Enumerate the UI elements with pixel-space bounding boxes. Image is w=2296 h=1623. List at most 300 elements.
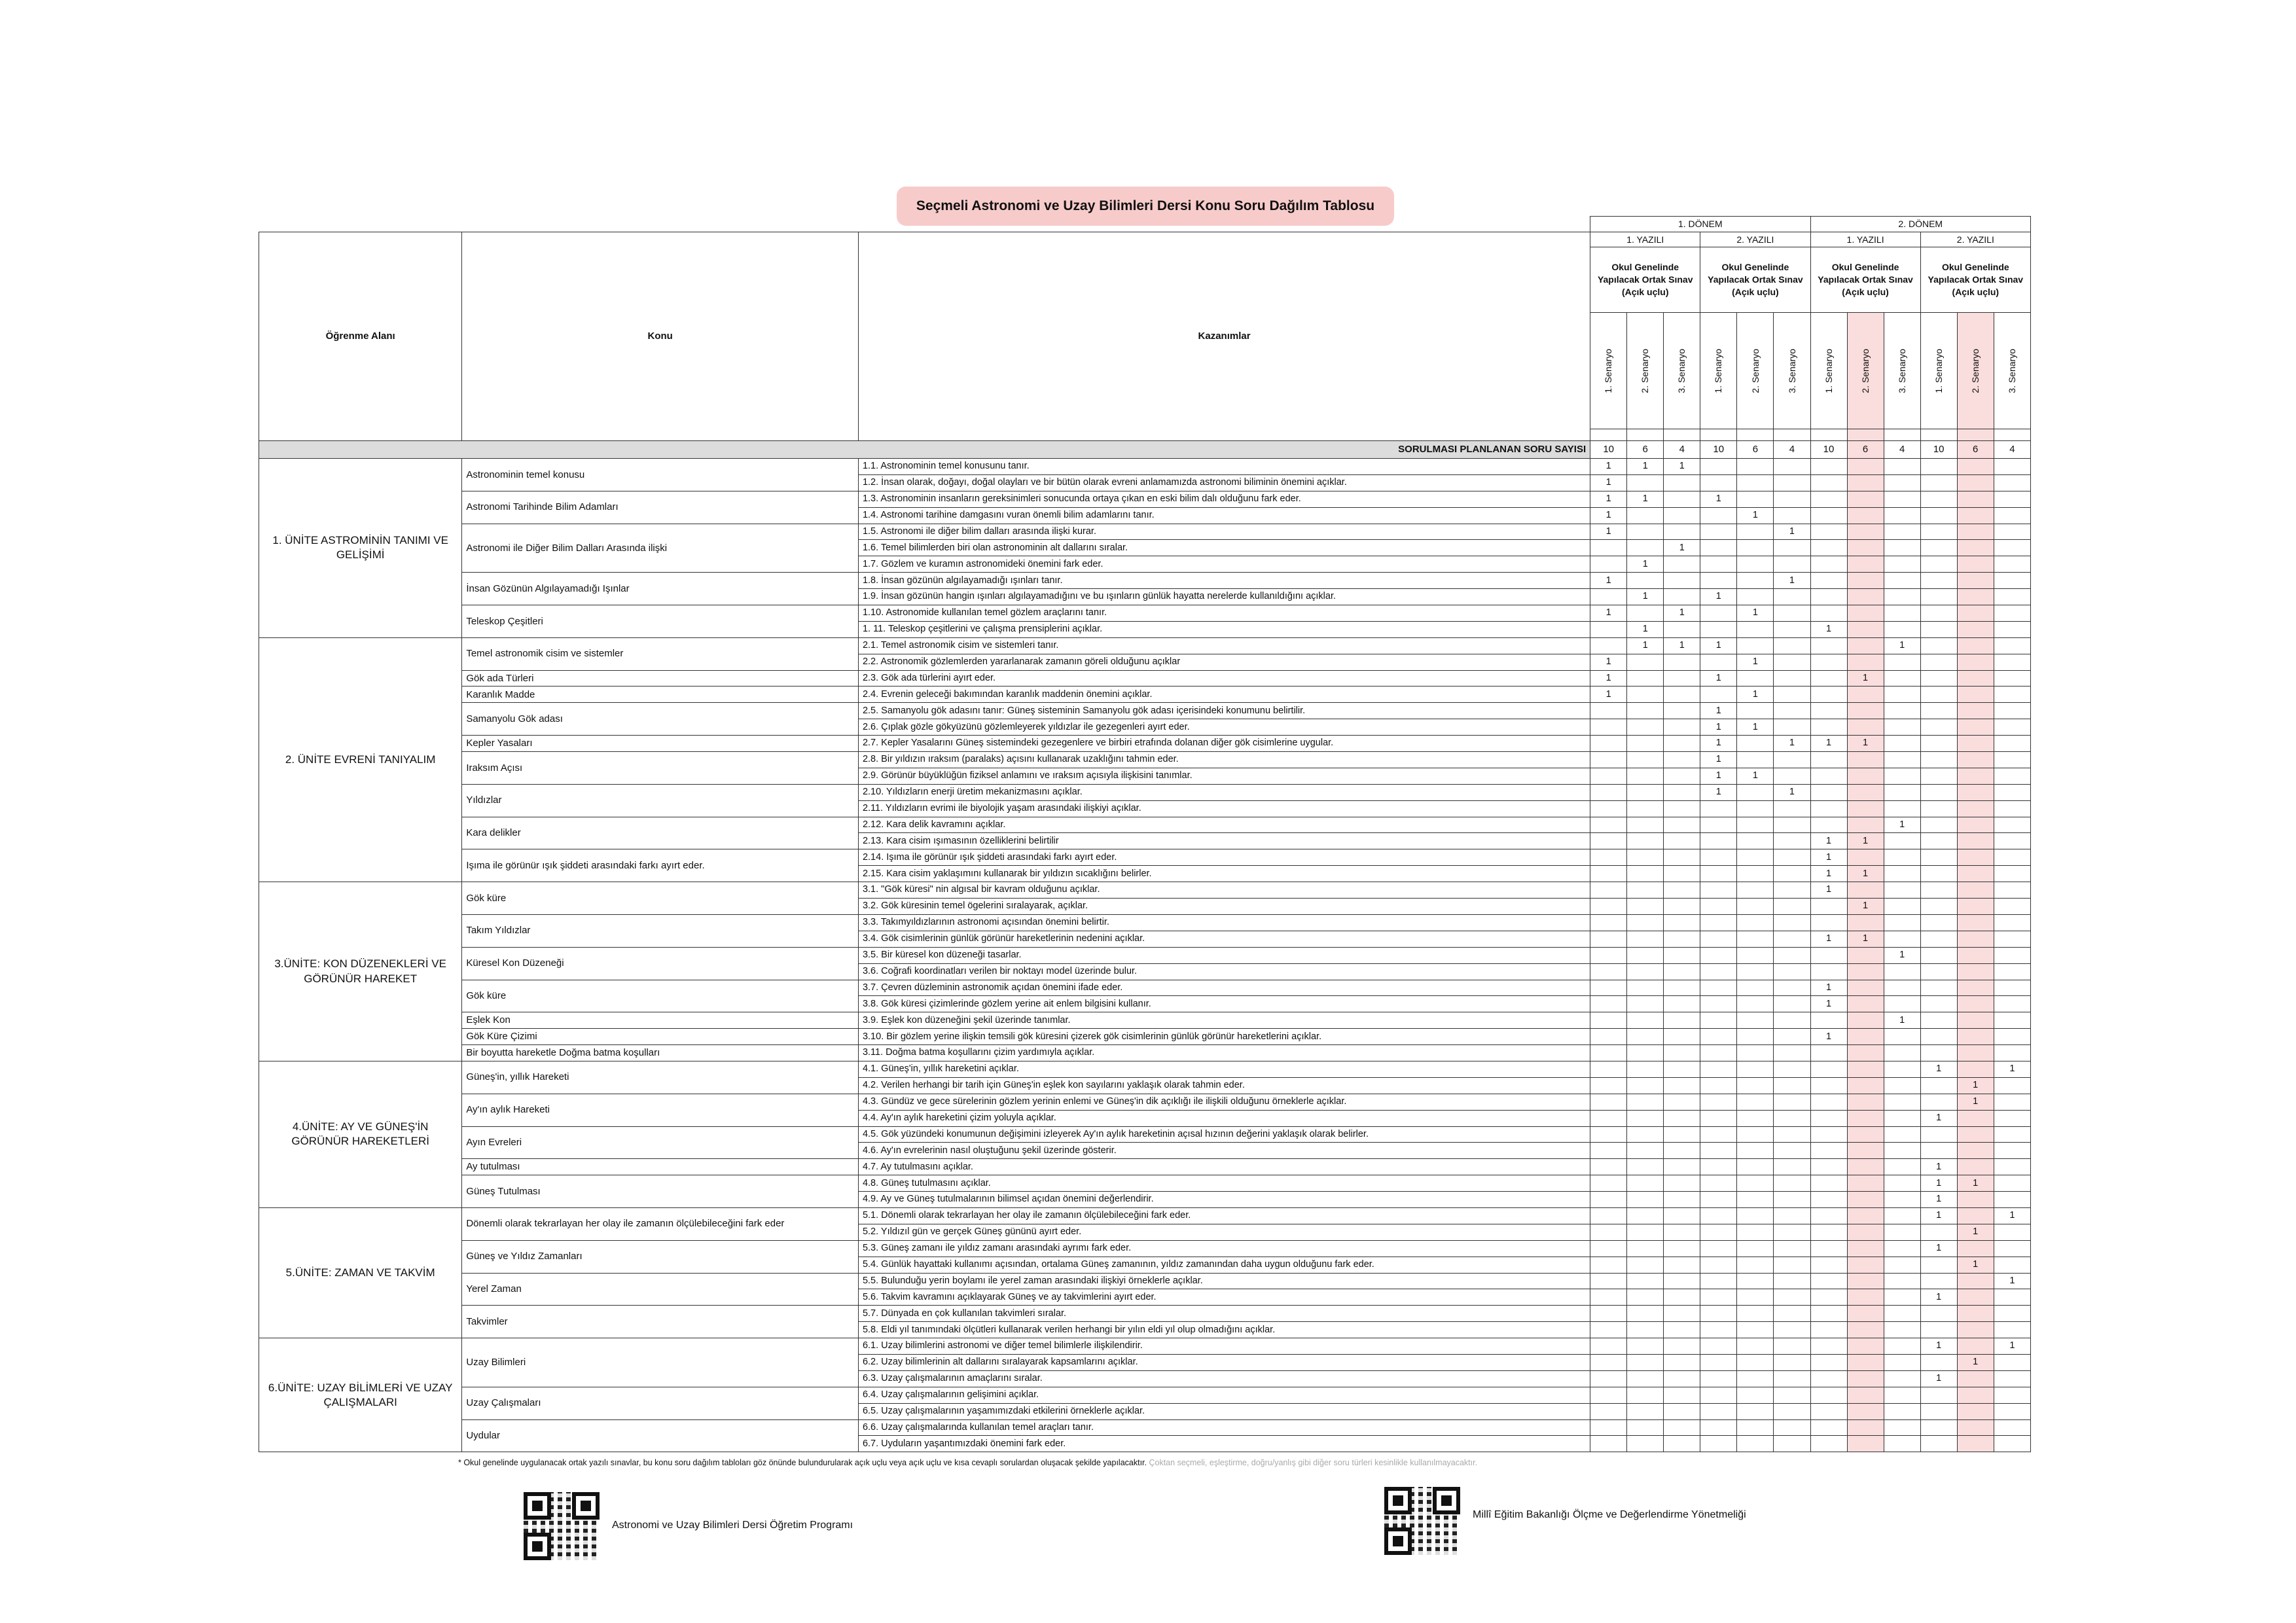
topic-cell: Dönemli olarak tekrarlayan her olay ile zamanın ölçülebileceğini fark eder — [462, 1207, 859, 1240]
value-cell — [1847, 1224, 1884, 1240]
value-cell — [1884, 1224, 1920, 1240]
value-cell — [1920, 1322, 1957, 1338]
value-cell — [1627, 670, 1664, 687]
value-cell — [1627, 1159, 1664, 1175]
value-cell: 1 — [1737, 719, 1774, 736]
kazanim-cell: 3.8. Gök küresi çizimlerinde gözlem yerine ait enlem bilgisini kullanır. — [858, 996, 1590, 1012]
value-cell — [1994, 524, 2030, 540]
value-cell — [1957, 1370, 1994, 1387]
value-cell — [1627, 899, 1664, 915]
value-cell — [1737, 1077, 1774, 1094]
question-count: 10 — [1700, 441, 1737, 459]
value-cell — [1627, 1257, 1664, 1273]
value-cell: 1 — [1847, 670, 1884, 687]
scenario-label: 1. Senaryo — [1823, 348, 1834, 393]
value-cell — [1847, 687, 1884, 703]
value-cell: 1 — [1884, 637, 1920, 654]
value-cell — [1920, 1012, 1957, 1029]
value-cell — [1700, 1338, 1737, 1355]
topic-cell: Uzay Çalışmaları — [462, 1387, 859, 1419]
value-cell — [1627, 1012, 1664, 1029]
topic-cell: Uydular — [462, 1419, 859, 1452]
value-cell — [1627, 882, 1664, 899]
value-cell — [1590, 1143, 1627, 1159]
scenario-header-2 — [1627, 313, 1664, 429]
value-cell — [1884, 736, 1920, 752]
value-cell — [1774, 899, 1810, 915]
value-cell — [1590, 931, 1627, 947]
qr-right-label: Millî Eğitim Bakanlığı Ölçme ve Değerlendirme Yönetmeliği — [1473, 1509, 1746, 1520]
value-cell — [1884, 882, 1920, 899]
value-cell — [1957, 1273, 1994, 1289]
value-cell — [1664, 654, 1700, 670]
value-cell — [1664, 687, 1700, 703]
value-cell — [1957, 507, 1994, 524]
value-cell — [1957, 589, 1994, 605]
value-cell — [1957, 637, 1994, 654]
value-cell — [1737, 1403, 1774, 1419]
footnote-faded: Çoktan seçmeli, eşleştirme, doğru/yanlış gibi diğer soru türleri kesinlikle kullanılmayacaktır. — [1149, 1458, 1478, 1467]
value-cell — [1957, 1159, 1994, 1175]
value-cell — [1664, 931, 1700, 947]
value-cell — [1884, 540, 1920, 556]
value-cell — [1700, 980, 1737, 996]
value-cell — [1994, 491, 2030, 507]
value-cell: 1 — [1700, 637, 1737, 654]
table-row — [259, 980, 2031, 996]
value-cell: 1 — [1920, 1207, 1957, 1224]
value-cell: 1 — [1920, 1289, 1957, 1306]
value-cell — [1847, 1403, 1884, 1419]
value-cell — [1920, 637, 1957, 654]
topic-cell: Yerel Zaman — [462, 1273, 859, 1306]
value-cell — [1737, 866, 1774, 882]
value-cell — [1737, 784, 1774, 800]
value-cell — [1884, 703, 1920, 719]
value-cell — [1774, 1338, 1810, 1355]
topic-cell: Gök küre — [462, 882, 859, 915]
value-cell — [1957, 573, 1994, 589]
value-cell: 1 — [1847, 736, 1884, 752]
value-cell — [1590, 866, 1627, 882]
value-cell — [1737, 849, 1774, 866]
kazanim-cell: 2.6. Çıplak gözle gökyüzünü gözlemleyerek yıldızlar ile gezegenleri ayırt eder. — [858, 719, 1590, 736]
value-cell — [1994, 1175, 2030, 1192]
value-cell: 1 — [1920, 1370, 1957, 1387]
value-cell — [1920, 459, 1957, 475]
value-cell: 1 — [1664, 605, 1700, 622]
value-cell — [1994, 621, 2030, 637]
value-cell — [1774, 817, 1810, 833]
kazanim-cell: 4.9. Ay ve Güneş tutulmalarının bilimsel açıdan önemini değerlendirir. — [858, 1192, 1590, 1208]
value-cell — [1994, 637, 2030, 654]
value-cell — [1920, 931, 1957, 947]
scenario-spacer — [1737, 429, 1774, 441]
value-cell — [1664, 784, 1700, 800]
value-cell — [1627, 800, 1664, 817]
value-cell — [1737, 817, 1774, 833]
value-cell: 1 — [1627, 491, 1664, 507]
table-row — [259, 1045, 2031, 1061]
value-cell — [1810, 491, 1847, 507]
value-cell — [1884, 1077, 1920, 1094]
value-cell — [1774, 459, 1810, 475]
scenario-spacer — [1810, 429, 1847, 441]
value-cell — [1700, 1403, 1737, 1419]
value-cell — [1810, 914, 1847, 931]
table-row — [259, 736, 2031, 752]
topic-cell: Takım Yıldızlar — [462, 914, 859, 947]
topic-cell: Ay'ın aylık Hareketi — [462, 1094, 859, 1126]
value-cell — [1590, 1354, 1627, 1370]
value-cell — [1810, 768, 1847, 784]
value-cell — [1810, 752, 1847, 768]
question-count: 6 — [1847, 441, 1884, 459]
value-cell — [1774, 914, 1810, 931]
kazanim-cell: 6.5. Uzay çalışmalarının yaşamımızdaki etkilerini örneklerle açıklar. — [858, 1403, 1590, 1419]
value-cell — [1847, 768, 1884, 784]
topic-cell: Astronominin temel konusu — [462, 459, 859, 491]
value-cell — [1700, 1354, 1737, 1370]
value-cell — [1590, 556, 1627, 573]
value-cell — [1774, 719, 1810, 736]
value-cell — [1994, 1077, 2030, 1094]
value-cell — [1957, 996, 1994, 1012]
value-cell — [1810, 1126, 1847, 1143]
donem-1-header: 1. DÖNEM — [1590, 217, 1810, 232]
value-cell — [1590, 899, 1627, 915]
unit-cell: 1. ÜNİTE ASTROMİNİN TANIMI VE GELİŞİMİ — [259, 459, 462, 638]
kazanim-cell: 5.4. Günlük hayattaki kullanımı açısından, ortalama Güneş zamanının, yıldız zamanından daha uygun olduğunu fark eder. — [858, 1257, 1590, 1273]
table-row — [259, 637, 2031, 654]
kazanim-cell: 4.7. Ay tutulmasını açıklar. — [858, 1159, 1590, 1175]
value-cell — [1957, 882, 1994, 899]
value-cell — [1957, 1045, 1994, 1061]
table-row — [259, 605, 2031, 622]
kazanim-cell: 1.4. Astronomi tarihine damgasını vuran önemli bilim adamlarını tanır. — [858, 507, 1590, 524]
value-cell — [1700, 1387, 1737, 1403]
value-cell — [1664, 524, 1700, 540]
value-cell — [1664, 752, 1700, 768]
value-cell — [1700, 474, 1737, 491]
qr-left-label: Astronomi ve Uzay Bilimleri Dersi Öğretim Programı — [612, 1520, 853, 1531]
scenario-spacer — [1994, 429, 2030, 441]
value-cell — [1920, 1436, 1957, 1452]
value-cell — [1920, 1126, 1957, 1143]
value-cell — [1700, 1289, 1737, 1306]
table-row — [259, 1240, 2031, 1257]
value-cell: 1 — [1590, 654, 1627, 670]
value-cell — [1700, 817, 1737, 833]
value-cell — [1774, 1110, 1810, 1126]
value-cell — [1884, 980, 1920, 996]
kazanim-cell: 3.2. Gök küresinin temel ögelerini sıralayarak, açıklar. — [858, 899, 1590, 915]
value-cell: 1 — [1590, 605, 1627, 622]
value-cell — [1847, 1257, 1884, 1273]
value-cell — [1664, 719, 1700, 736]
value-cell — [1664, 768, 1700, 784]
value-cell — [1774, 833, 1810, 849]
value-cell — [1737, 1322, 1774, 1338]
value-cell — [1847, 1094, 1884, 1110]
value-cell — [1664, 1094, 1700, 1110]
value-cell: 1 — [1957, 1354, 1994, 1370]
value-cell — [1847, 1143, 1884, 1159]
value-cell — [1774, 768, 1810, 784]
value-cell — [1700, 1012, 1737, 1029]
topic-cell: Işıma ile görünür ışık şiddeti arasındaki farkı ayırt eder. — [462, 849, 859, 882]
kazanim-cell: 3.10. Bir gözlem yerine ilişkin temsili gök küresini çizerek gök cisimlerinin günlük görünür hareketlerini açıklar. — [858, 1029, 1590, 1045]
value-cell — [1774, 1094, 1810, 1110]
d2-yazili-1-header: 1. YAZILI — [1810, 232, 1920, 247]
value-cell — [1737, 736, 1774, 752]
value-cell: 1 — [1810, 980, 1847, 996]
value-cell: 1 — [1590, 491, 1627, 507]
value-cell — [1774, 540, 1810, 556]
value-cell: 1 — [1810, 1029, 1847, 1045]
value-cell — [1664, 1224, 1700, 1240]
value-cell — [1810, 817, 1847, 833]
table-row — [259, 1306, 2031, 1322]
value-cell — [1847, 654, 1884, 670]
value-cell — [1627, 1403, 1664, 1419]
kazanim-cell: 4.1. Güneş'in, yıllık hareketini açıklar. — [858, 1061, 1590, 1077]
value-cell: 1 — [1737, 687, 1774, 703]
value-cell — [1700, 963, 1737, 980]
scenario-label: 3. Senaryo — [1896, 348, 1907, 393]
donem-2-header: 2. DÖNEM — [1810, 217, 2031, 232]
scenario-header-11 — [1957, 313, 1994, 429]
value-cell — [1700, 800, 1737, 817]
question-count: 6 — [1957, 441, 1994, 459]
value-cell — [1810, 1175, 1847, 1192]
value-cell — [1884, 768, 1920, 784]
value-cell — [1957, 784, 1994, 800]
table-row — [259, 459, 2031, 475]
topic-cell: Astronomi Tarihinde Bilim Adamları — [462, 491, 859, 524]
value-cell — [1774, 1126, 1810, 1143]
value-cell — [1737, 1370, 1774, 1387]
value-cell — [1884, 1159, 1920, 1175]
value-cell — [1700, 931, 1737, 947]
value-cell — [1994, 817, 2030, 833]
value-cell — [1590, 996, 1627, 1012]
value-cell — [1920, 849, 1957, 866]
scenario-label: 1. Senaryo — [1603, 348, 1614, 393]
value-cell — [1700, 1240, 1737, 1257]
value-cell — [1664, 1077, 1700, 1094]
qr-code-left[interactable] — [524, 1492, 600, 1560]
value-cell: 1 — [1810, 996, 1847, 1012]
value-cell — [1920, 1045, 1957, 1061]
value-cell — [1810, 524, 1847, 540]
value-cell — [1920, 556, 1957, 573]
value-cell — [1994, 540, 2030, 556]
kazanim-cell: 5.8. Eldi yıl tanımındaki ölçütleri kullanarak verilen herhangi bir yılın eldi yıl olup olmadığını açıklar. — [858, 1322, 1590, 1338]
value-cell — [1774, 800, 1810, 817]
value-cell — [1884, 800, 1920, 817]
value-cell — [1847, 1436, 1884, 1452]
value-cell — [1774, 1175, 1810, 1192]
value-cell — [1847, 589, 1884, 605]
value-cell — [1920, 1403, 1957, 1419]
value-cell — [1957, 459, 1994, 475]
value-cell — [1774, 605, 1810, 622]
topic-cell: Güneş Tutulması — [462, 1175, 859, 1208]
value-cell — [1590, 1061, 1627, 1077]
value-cell — [1737, 914, 1774, 931]
value-cell — [1737, 573, 1774, 589]
topic-cell: Gök Küre Çizimi — [462, 1029, 859, 1045]
value-cell — [1774, 1159, 1810, 1175]
value-cell — [1847, 540, 1884, 556]
value-cell — [1700, 1322, 1737, 1338]
value-cell — [1847, 703, 1884, 719]
value-cell — [1664, 914, 1700, 931]
scenario-label: 3. Senaryo — [1676, 348, 1687, 393]
value-cell — [1700, 507, 1737, 524]
value-cell — [1920, 817, 1957, 833]
value-cell — [1737, 1012, 1774, 1029]
value-cell — [1774, 1045, 1810, 1061]
value-cell — [1664, 1257, 1700, 1273]
value-cell: 1 — [1627, 589, 1664, 605]
value-cell — [1847, 800, 1884, 817]
value-cell — [1994, 849, 2030, 866]
value-cell — [1627, 1061, 1664, 1077]
value-cell — [1994, 1403, 2030, 1419]
value-cell — [1884, 1061, 1920, 1077]
value-cell — [1847, 1387, 1884, 1403]
value-cell — [1810, 719, 1847, 736]
value-cell — [1994, 1029, 2030, 1045]
value-cell — [1957, 540, 1994, 556]
value-cell — [1920, 768, 1957, 784]
table-row — [259, 817, 2031, 833]
scenario-label: 1. Senaryo — [1713, 348, 1724, 393]
value-cell — [1737, 752, 1774, 768]
kazanim-cell: 3.4. Gök cisimlerinin günlük görünür hareketlerinin nedenini açıklar. — [858, 931, 1590, 947]
value-cell — [1664, 736, 1700, 752]
value-cell — [1884, 849, 1920, 866]
value-cell — [1994, 1306, 2030, 1322]
value-cell — [1884, 474, 1920, 491]
value-cell — [1774, 670, 1810, 687]
value-cell — [1700, 1061, 1737, 1077]
value-cell — [1884, 1045, 1920, 1061]
value-cell — [1700, 947, 1737, 963]
value-cell — [1664, 1289, 1700, 1306]
value-cell — [1847, 524, 1884, 540]
value-cell — [1627, 1029, 1664, 1045]
value-cell — [1774, 1257, 1810, 1273]
value-cell — [1957, 621, 1994, 637]
value-cell — [1627, 719, 1664, 736]
value-cell: 1 — [1847, 899, 1884, 915]
value-cell — [1957, 474, 1994, 491]
value-cell — [1774, 1207, 1810, 1224]
d2-yazili-2-header: 2. YAZILI — [1920, 232, 2030, 247]
value-cell — [1810, 1045, 1847, 1061]
value-cell — [1737, 1061, 1774, 1077]
value-cell — [1627, 573, 1664, 589]
value-cell — [1847, 1159, 1884, 1175]
value-cell — [1590, 1207, 1627, 1224]
value-cell — [1810, 1257, 1847, 1273]
footnote-main: * Okul genelinde uygulanacak ortak yazılı sınavlar, bu konu soru dağılım tabloları göz önünde bulundurularak açık uçlu veya açık uçlu ve kısa cevaplı sorulardan oluşacak şekilde yapılacaktır. — [458, 1458, 1147, 1467]
value-cell — [1920, 866, 1957, 882]
value-cell — [1847, 1322, 1884, 1338]
value-cell — [1920, 524, 1957, 540]
value-cell — [1737, 1110, 1774, 1126]
topic-cell: Güneş'in, yıllık Hareketi — [462, 1061, 859, 1094]
unit-cell: 2. ÜNİTE EVRENİ TANIYALIM — [259, 637, 462, 882]
kazanim-cell: 3.7. Çevren düzleminin astronomik açıdan önemini ifade eder. — [858, 980, 1590, 996]
topic-cell: Güneş ve Yıldız Zamanları — [462, 1240, 859, 1273]
kazanim-cell: 2.12. Kara delik kavramını açıklar. — [858, 817, 1590, 833]
value-cell — [1884, 1403, 1920, 1419]
qr-code-right[interactable] — [1384, 1487, 1460, 1555]
value-cell — [1884, 1370, 1920, 1387]
value-cell — [1920, 784, 1957, 800]
planned-question-count-label: SORULMASI PLANLANAN SORU SAYISI — [259, 441, 1590, 459]
value-cell: 1 — [1627, 459, 1664, 475]
d1-yazili-2-header: 2. YAZILI — [1700, 232, 1810, 247]
value-cell — [1774, 1322, 1810, 1338]
value-cell — [1590, 980, 1627, 996]
value-cell — [1664, 1354, 1700, 1370]
value-cell — [1774, 637, 1810, 654]
kazanim-cell: 2.13. Kara cisim ışımasının özelliklerini belirtilir — [858, 833, 1590, 849]
value-cell — [1664, 817, 1700, 833]
value-cell: 1 — [1774, 736, 1810, 752]
value-cell — [1664, 1029, 1700, 1045]
value-cell — [1664, 703, 1700, 719]
value-cell — [1774, 621, 1810, 637]
value-cell — [1737, 491, 1774, 507]
kazanim-cell: 4.2. Verilen herhangi bir tarih için Güneş'in eşlek kon sayılarını yaklaşık olarak tahmin eder. — [858, 1077, 1590, 1094]
value-cell — [1700, 654, 1737, 670]
value-cell — [1810, 899, 1847, 915]
value-cell — [1994, 1045, 2030, 1061]
d1-yazili-1-header: 1. YAZILI — [1590, 232, 1700, 247]
kazanim-cell: 5.3. Güneş zamanı ile yıldız zamanı arasındaki ayrımı fark eder. — [858, 1240, 1590, 1257]
kazanim-cell: 1.9. İnsan gözünün hangin ışınları algılayamadığını ve bu ışınların günlük hayatta nerelerde kullanıldığını açıklar. — [858, 589, 1590, 605]
kazanim-cell: 5.5. Bulunduğu yerin boylamı ile yerel zaman arasındaki ilişkiyi örneklerle açıklar. — [858, 1273, 1590, 1289]
table-row — [259, 1207, 2031, 1224]
value-cell — [1884, 573, 1920, 589]
value-cell — [1994, 459, 2030, 475]
value-cell — [1994, 1143, 2030, 1159]
value-cell — [1957, 605, 1994, 622]
value-cell — [1920, 670, 1957, 687]
kazanim-cell: 4.3. Gündüz ve gece sürelerinin gözlem yerinin enlemi ve Güneş'in dik açıklığı ile ilişkili olduğunu örneklerle açıklar. — [858, 1094, 1590, 1110]
kazanim-cell: 2.15. Kara cisim yaklaşımını kullanarak bir yıldızın sıcaklığını belirler. — [858, 866, 1590, 882]
value-cell — [1774, 556, 1810, 573]
value-cell — [1700, 556, 1737, 573]
value-cell — [1810, 1061, 1847, 1077]
value-cell: 1 — [1957, 1175, 1994, 1192]
topic-cell: Yıldızlar — [462, 784, 859, 817]
value-cell — [1957, 800, 1994, 817]
value-cell — [1590, 1126, 1627, 1143]
unit-cell: 6.ÜNİTE: UZAY BİLİMLERİ VE UZAY ÇALIŞMALARI — [259, 1338, 462, 1452]
value-cell — [1627, 1370, 1664, 1387]
value-cell — [1920, 963, 1957, 980]
value-cell — [1957, 1436, 1994, 1452]
value-cell — [1810, 1143, 1847, 1159]
value-cell — [1627, 866, 1664, 882]
